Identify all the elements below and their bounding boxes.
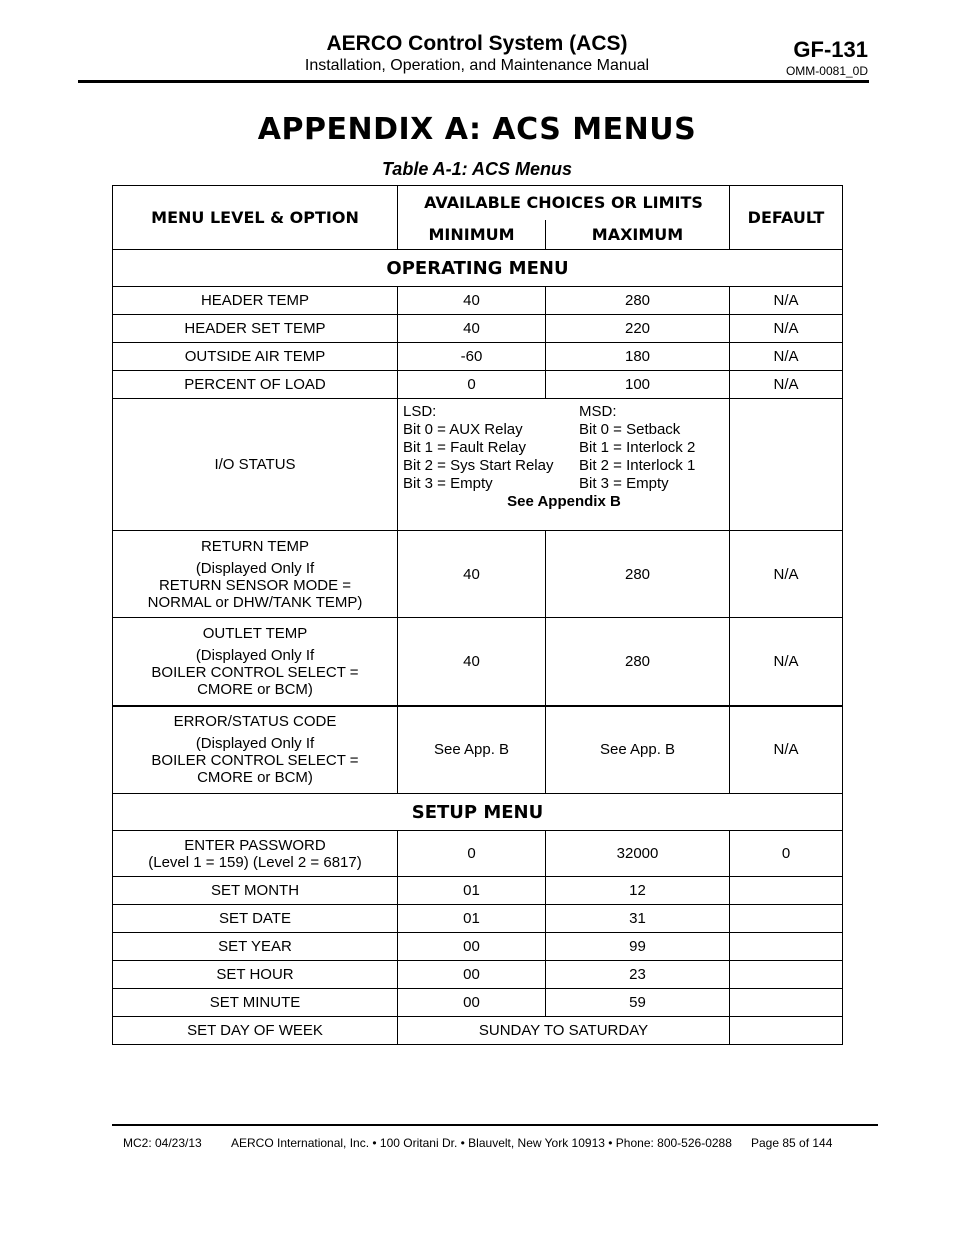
footer-rule	[112, 1124, 878, 1126]
row-min: 0	[398, 831, 546, 877]
acs-menus-table	[112, 185, 843, 1045]
msd-bits	[579, 403, 695, 493]
row-max: 32000	[546, 831, 730, 877]
option-note: BOILER CONTROL SELECT =	[151, 663, 359, 681]
option-note: NORMAL or DHW/TANK TEMP)	[147, 593, 363, 611]
row-max: 100	[546, 371, 730, 399]
lsd-bit: Bit 1 = Fault Relay	[403, 439, 526, 456]
lsd-label: LSD:	[403, 403, 437, 420]
table-row	[113, 706, 843, 794]
col-header-max: MAXIMUM	[546, 220, 730, 250]
row-min: 40	[398, 287, 546, 315]
see-appendix-b: See Appendix B	[507, 493, 621, 510]
col-header-choices: AVAILABLE CHOICES OR LIMITS	[398, 186, 730, 220]
option-name: OUTLET TEMP	[202, 624, 308, 642]
option-note: RETURN SENSOR MODE =	[158, 576, 352, 594]
row-min: See App. B	[398, 706, 546, 794]
row-min: 00	[398, 961, 546, 989]
section-operating-menu: OPERATING MENU	[113, 250, 843, 287]
row-option: SET HOUR	[113, 961, 398, 989]
col-header-min: MINIMUM	[398, 220, 546, 250]
footer-page: Page 85 of 144	[751, 1136, 833, 1150]
table-row	[113, 618, 843, 706]
row-default: N/A	[730, 531, 843, 618]
row-range: SUNDAY TO SATURDAY	[398, 1017, 730, 1045]
table-row	[113, 343, 843, 371]
msd-bit: Bit 3 = Empty	[579, 475, 669, 492]
header-subtitle: Installation, Operation, and Maintenance Manual	[304, 57, 650, 74]
header-rule	[78, 80, 869, 83]
row-max: 280	[546, 287, 730, 315]
section-setup-menu: SETUP MENU	[113, 794, 843, 831]
row-max: 180	[546, 343, 730, 371]
row-option: HEADER SET TEMP	[113, 315, 398, 343]
row-default	[730, 989, 843, 1017]
row-option: HEADER TEMP	[113, 287, 398, 315]
row-option: SET MONTH	[113, 877, 398, 905]
footer-company: AERCO International, Inc. • 100 Oritani Dr. • Blauvelt, New York 10913 • Phone: 800-526-0288	[231, 1136, 732, 1150]
row-option	[113, 618, 398, 706]
row-min: 01	[398, 905, 546, 933]
row-default: N/A	[730, 343, 843, 371]
row-option: I/O STATUS	[113, 399, 398, 531]
table-row	[113, 831, 843, 877]
msd-bit: Bit 2 = Interlock 1	[579, 457, 696, 474]
table-row	[113, 371, 843, 399]
option-note: CMORE or BCM)	[197, 769, 313, 787]
lsd-bit: Bit 2 = Sys Start Relay	[403, 457, 554, 474]
row-default: N/A	[730, 315, 843, 343]
msd-bit: Bit 0 = Setback	[579, 421, 681, 438]
option-note: (Displayed Only If	[195, 559, 315, 577]
row-min: 40	[398, 618, 546, 706]
row-option	[113, 831, 398, 877]
row-option: SET DAY OF WEEK	[113, 1017, 398, 1045]
row-default	[730, 905, 843, 933]
row-max: See App. B	[546, 706, 730, 794]
row-max: 31	[546, 905, 730, 933]
row-max: 12	[546, 877, 730, 905]
header-title: AERCO Control System (ACS)	[326, 32, 628, 55]
table-row-io-status	[113, 399, 843, 531]
lsd-bit: Bit 3 = Empty	[403, 475, 493, 492]
row-max: 59	[546, 989, 730, 1017]
row-option: OUTSIDE AIR TEMP	[113, 343, 398, 371]
io-status-bits	[398, 399, 730, 531]
row-default: N/A	[730, 706, 843, 794]
row-max: 23	[546, 961, 730, 989]
msd-label: MSD:	[579, 403, 617, 420]
row-default	[730, 1017, 843, 1045]
option-note: CMORE or BCM)	[197, 680, 313, 698]
row-option: SET YEAR	[113, 933, 398, 961]
table-row	[113, 287, 843, 315]
row-min: 40	[398, 531, 546, 618]
row-default	[730, 961, 843, 989]
option-name: RETURN TEMP	[200, 537, 310, 555]
option-name: ENTER PASSWORD	[184, 836, 326, 854]
row-min: -60	[398, 343, 546, 371]
option-note: (Displayed Only If	[195, 646, 315, 664]
lsd-bits	[403, 403, 579, 493]
row-default: 0	[730, 831, 843, 877]
header-code: GF-131	[793, 37, 868, 62]
table-row	[113, 315, 843, 343]
appendix-title: APPENDIX A: ACS MENUS	[257, 112, 697, 147]
row-min: 01	[398, 877, 546, 905]
option-note: (Level 1 = 159) (Level 2 = 6817)	[148, 853, 362, 871]
row-min: 00	[398, 933, 546, 961]
row-max: 280	[546, 618, 730, 706]
row-max: 99	[546, 933, 730, 961]
footer-revision: MC2: 04/23/13	[123, 1136, 202, 1150]
row-default: N/A	[730, 371, 843, 399]
option-name: ERROR/STATUS CODE	[173, 713, 337, 731]
row-default	[730, 933, 843, 961]
col-header-default: DEFAULT	[730, 186, 843, 250]
table-row	[113, 989, 843, 1017]
col-header-menu: MENU LEVEL & OPTION	[113, 186, 398, 250]
row-default: N/A	[730, 287, 843, 315]
table-row	[113, 531, 843, 618]
lsd-bit: Bit 0 = AUX Relay	[403, 421, 523, 438]
row-max: 280	[546, 531, 730, 618]
row-default	[730, 399, 843, 531]
row-min: 40	[398, 315, 546, 343]
row-min: 0	[398, 371, 546, 399]
row-default	[730, 877, 843, 905]
row-option: PERCENT OF LOAD	[113, 371, 398, 399]
table-row	[113, 877, 843, 905]
option-note: BOILER CONTROL SELECT =	[151, 752, 359, 770]
msd-bit: Bit 1 = Interlock 2	[579, 439, 696, 456]
table-row	[113, 905, 843, 933]
row-default: N/A	[730, 618, 843, 706]
row-option	[113, 706, 398, 794]
row-max: 220	[546, 315, 730, 343]
table-row	[113, 933, 843, 961]
table-caption: Table A-1: ACS Menus	[381, 159, 573, 179]
table-row	[113, 961, 843, 989]
row-option: SET DATE	[113, 905, 398, 933]
header-doc-number: OMM-0081_0D	[785, 64, 868, 78]
row-option	[113, 531, 398, 618]
row-min: 00	[398, 989, 546, 1017]
option-note: (Displayed Only If	[195, 735, 315, 753]
table-row	[113, 1017, 843, 1045]
row-option: SET MINUTE	[113, 989, 398, 1017]
